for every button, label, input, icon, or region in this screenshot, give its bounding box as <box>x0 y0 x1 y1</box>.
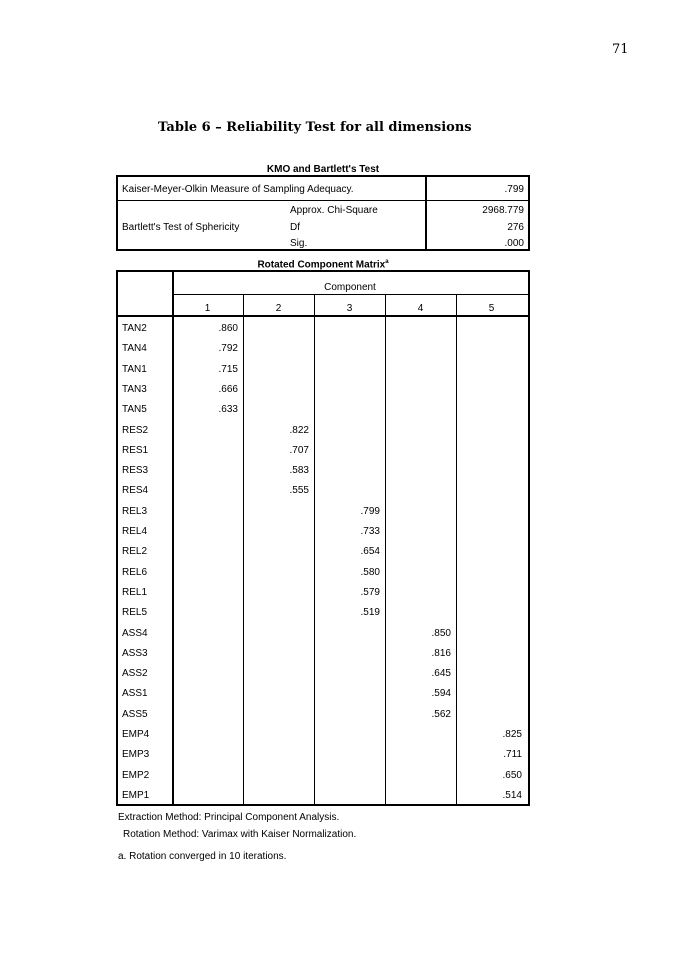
matrix-loading-value: .711 <box>503 749 522 761</box>
component-column-divider <box>243 295 244 804</box>
matrix-loading-value: .645 <box>431 668 451 680</box>
component-header: Component <box>324 282 376 293</box>
matrix-row-label: ASS2 <box>122 668 148 680</box>
sig-value: .000 <box>504 238 524 249</box>
header-bottom-divider <box>118 315 528 317</box>
page-number: 71 <box>612 42 629 57</box>
df-value: 276 <box>507 222 524 233</box>
sig-label: Sig. <box>290 238 308 249</box>
kmo-table <box>116 175 530 251</box>
kmo-table-title: KMO and Bartlett's Test <box>266 164 380 175</box>
matrix-loading-value: .733 <box>360 526 380 537</box>
matrix-row-label: RES2 <box>122 424 149 436</box>
matrix-loading-value: .583 <box>289 465 309 477</box>
df-label: Df <box>290 222 300 233</box>
component-header-divider <box>172 294 528 295</box>
component-column-header: 3 <box>346 303 353 314</box>
matrix-loading-value: .707 <box>289 444 309 456</box>
matrix-row-label: RES4 <box>122 485 149 497</box>
component-column-header: 2 <box>275 303 282 314</box>
component-column-divider <box>456 295 457 804</box>
matrix-loading-value: .650 <box>502 769 522 781</box>
bartlett-label: Bartlett's Test of Sphericity <box>122 222 240 233</box>
matrix-loading-value: .514 <box>502 789 522 801</box>
matrix-loading-value: .562 <box>431 708 451 720</box>
matrix-row-label: REL1 <box>122 586 148 598</box>
chi-square-label: Approx. Chi-Square <box>290 205 378 216</box>
matrix-row-label: EMP3 <box>122 749 150 761</box>
matrix-row-label: ASS4 <box>122 627 148 639</box>
matrix-row-label: ASS3 <box>122 647 148 659</box>
extraction-footnote: Extraction Method: Principal Component Analysis. <box>118 812 340 823</box>
chi-square-value: 2968.779 <box>482 205 524 216</box>
matrix-row-label: ASS5 <box>122 708 148 720</box>
matrix-row-label: RES1 <box>122 444 149 456</box>
rotated-component-matrix <box>116 270 530 806</box>
matrix-loading-value: .580 <box>360 566 380 578</box>
matrix-row-label: REL6 <box>122 566 148 578</box>
kmo-label: Kaiser-Meyer-Olkin Measure of Sampling Adequacy. <box>122 184 354 195</box>
matrix-row-label: REL2 <box>122 546 148 558</box>
rotation-footnote: Rotation Method: Varimax with Kaiser Normalization. <box>123 829 357 840</box>
matrix-loading-value: .633 <box>218 404 238 416</box>
convergence-footnote: a. Rotation converged in 10 iterations. <box>118 851 287 862</box>
component-column-divider <box>385 295 386 804</box>
rotated-matrix-title <box>116 259 530 270</box>
matrix-loading-value: .816 <box>431 647 451 659</box>
matrix-loading-value: .654 <box>360 546 380 558</box>
matrix-row-label: EMP1 <box>122 789 150 801</box>
matrix-loading-value: .594 <box>431 688 451 700</box>
matrix-loading-value: .519 <box>360 607 380 619</box>
matrix-row-label: TAN1 <box>122 363 147 375</box>
matrix-row-label: EMP4 <box>122 729 150 740</box>
matrix-loading-value: .792 <box>218 343 238 355</box>
matrix-loading-value: .799 <box>360 505 380 517</box>
kmo-value: .799 <box>504 184 524 195</box>
matrix-loading-value: .822 <box>289 424 309 436</box>
component-column-header: 1 <box>204 303 211 314</box>
matrix-loading-value: .666 <box>218 383 238 395</box>
kmo-row-divider <box>118 200 528 201</box>
kmo-column-divider <box>425 177 427 249</box>
component-column-header: 5 <box>488 303 495 314</box>
matrix-loading-value: .850 <box>431 627 451 639</box>
matrix-loading-value: .715 <box>218 363 238 375</box>
matrix-loading-value: .579 <box>360 586 380 598</box>
rotated-matrix-title-text: Rotated Component Matrix <box>257 259 386 271</box>
matrix-row-label: REL4 <box>122 526 148 537</box>
matrix-row-label: TAN2 <box>122 323 147 334</box>
matrix-row-label: TAN5 <box>122 404 147 416</box>
component-column-header: 4 <box>417 303 424 314</box>
matrix-row-label: TAN3 <box>122 383 147 395</box>
matrix-loading-value: .555 <box>289 485 309 497</box>
matrix-row-label: RES3 <box>122 465 149 477</box>
matrix-row-label: REL5 <box>122 607 148 619</box>
table-caption: Table 6 – Reliability Test for all dimensions <box>158 120 472 135</box>
matrix-row-label: ASS1 <box>122 688 148 700</box>
matrix-row-label: EMP2 <box>122 769 150 781</box>
component-column-divider <box>314 295 315 804</box>
matrix-row-label: TAN4 <box>122 343 147 355</box>
matrix-loading-value: .860 <box>218 323 238 334</box>
matrix-row-label: REL3 <box>122 505 148 517</box>
rotated-matrix-title-sup: a <box>385 259 389 265</box>
matrix-loading-value: .825 <box>502 729 522 740</box>
